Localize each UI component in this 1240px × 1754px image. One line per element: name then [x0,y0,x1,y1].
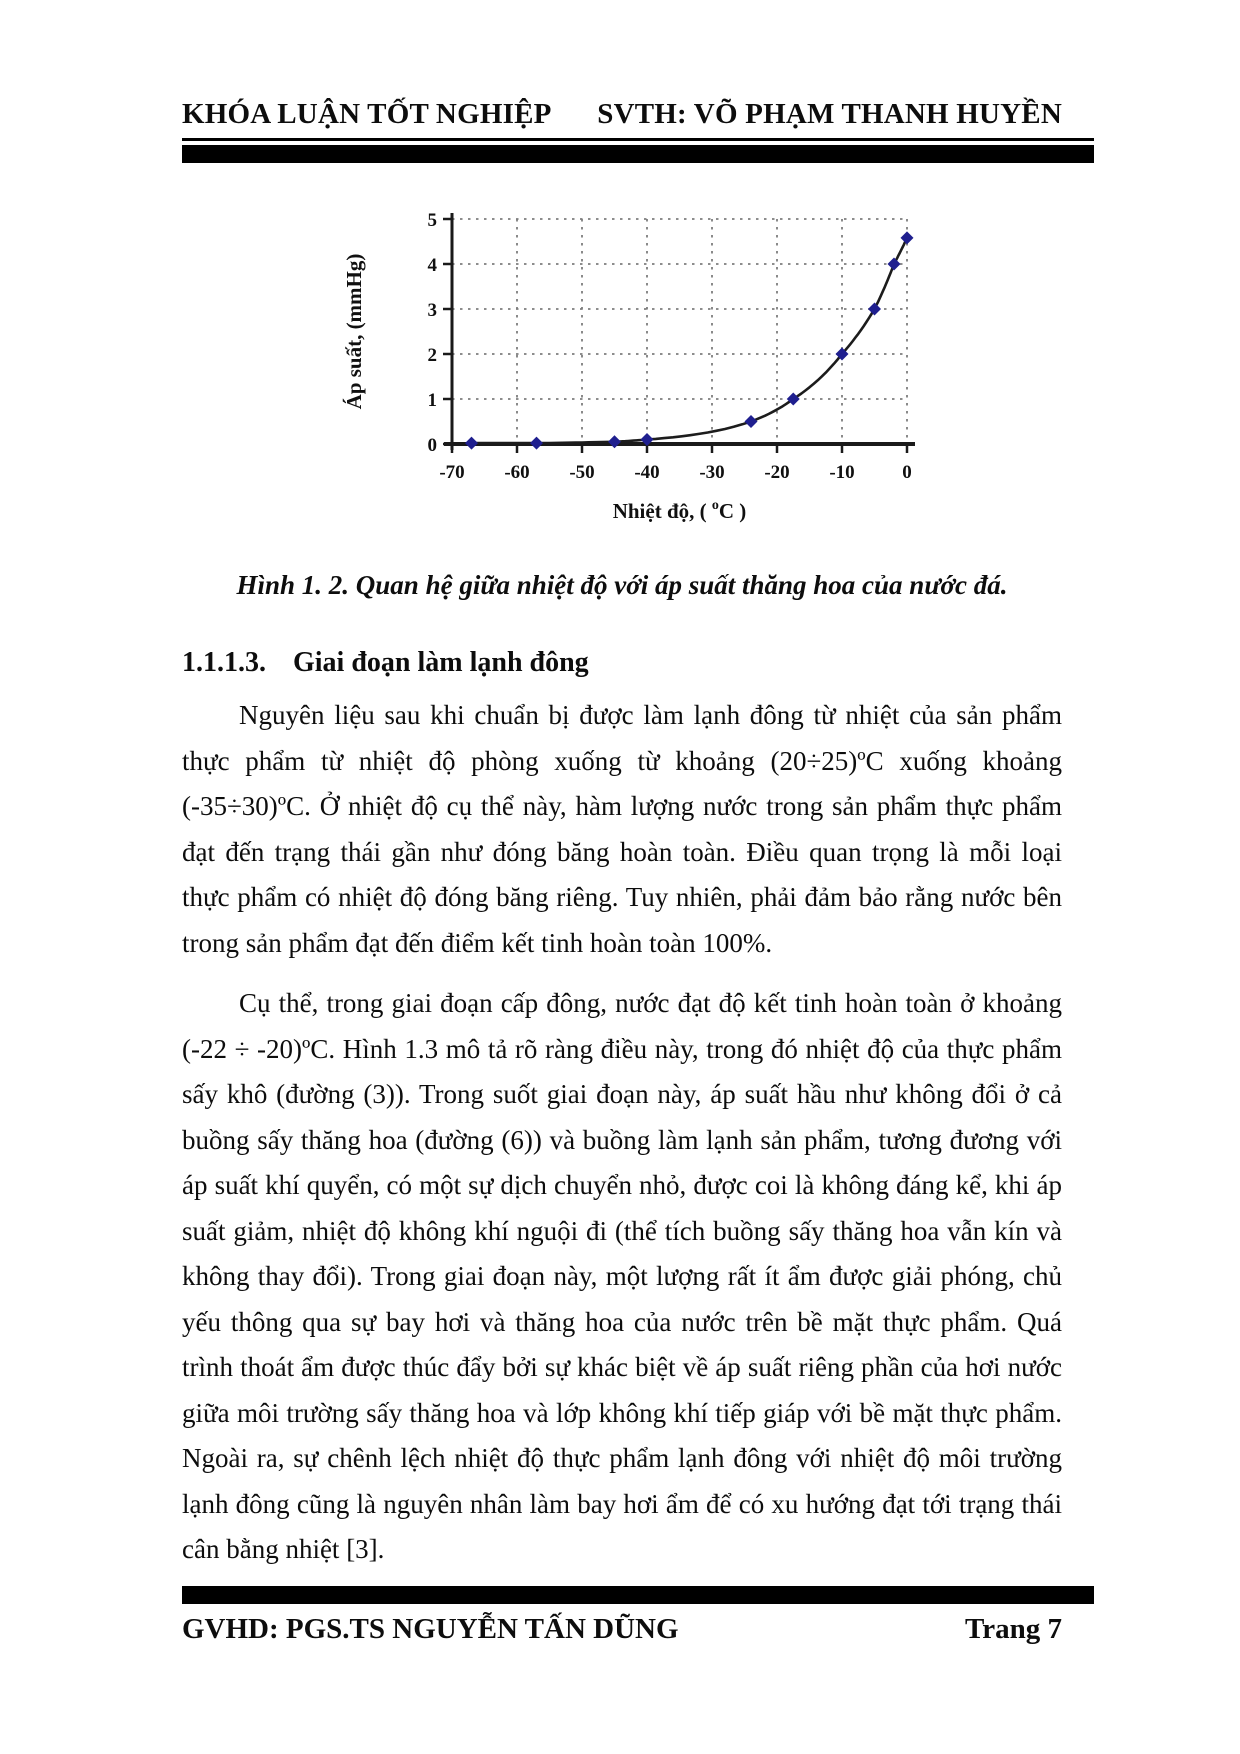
data-point-marker [745,415,758,428]
x-tick-label: -40 [634,462,660,483]
header-rule-thin [182,138,1094,141]
x-tick-label: -10 [829,462,855,483]
page-footer [182,1586,1094,1646]
page-header [182,98,1062,131]
x-tick-label: -30 [699,462,725,483]
data-point-marker [465,437,478,450]
y-axis-label: Áp suất, (mmHg) [342,253,366,410]
paragraph-1: Nguyên liệu sau khi chuẩn bị được làm lạnh đông từ nhiệt của sản phẩm thực phẩm từ nhiệt độ phòng xuống từ khoảng (20÷25)ºC xuống khoảng (-35÷30)ºC. Ở nhiệt độ cụ thể này, hàm lượng nước trong sản phẩm thực phẩm đạt đến trạng thái gần như đóng băng hoàn toàn. Điều quan trọng là mỗi loại thực phẩm có nhiệt độ đóng băng riêng. Tuy nhiên, phải đảm bảo rằng nước bên trong sản phẩm đạt đến điểm kết tinh hoàn toàn 100%. [182,700,1062,958]
x-tick-label: -60 [504,462,530,483]
y-tick-label: 1 [427,390,437,411]
footer-rule-thick [182,1586,1094,1604]
section-title: Giai đoạn làm lạnh đông [293,647,589,678]
x-tick-label: 0 [902,462,912,483]
footer-page-number: Trang 7 [965,1613,1062,1645]
x-tick-label: -50 [569,462,595,483]
y-tick-label: 3 [427,300,437,321]
header-right-author: SVTH: VÕ PHẠM THANH HUYỀN [597,98,1062,130]
data-point-marker [868,303,881,316]
data-point-marker [888,258,901,271]
footer-left-advisor: GVHD: PGS.TS NGUYỄN TẤN DŨNG [182,1613,679,1645]
x-tick-label: -20 [764,462,790,483]
x-axis-label: Nhiệt độ, ( $^o$C ) [612,498,747,523]
header-left-title: KHÓA LUẬN TỐT NGHIỆP [182,98,552,130]
figure-caption: Hình 1. 2. Quan hệ giữa nhiệt độ với áp suất thăng hoa của nước đá. [236,570,1008,600]
y-tick-label: 0 [427,435,437,456]
sublimation-pressure-chart [337,191,937,536]
data-point-marker [530,437,543,450]
y-tick-label: 2 [427,345,437,366]
chart-container [337,191,937,536]
x-tick-label: -70 [439,462,465,483]
figure-1-2 [182,191,1094,601]
section-heading [182,647,1094,679]
paragraph-2: Cụ thể, trong giai đoạn cấp đông, nước đạt độ kết tinh hoàn toàn ở khoảng (-22 ÷ -20)ºC. Hình 1.3 mô tả rõ ràng điều này, trong đó nhiệt độ của thực phẩm sấy khô (đường (3)). Trong suốt giai đoạn này, áp suất hầu như không đổi ở cả buồng sấy thăng hoa (đường (6)) và buồng làm lạnh sản phẩm, tương đương với áp suất khí quyển, có một sự dịch chuyển nhỏ, được coi là không đáng kể, khi áp suất giảm, nhiệt độ không khí nguội đi (thể tích buồng sấy thăng hoa vẫn kín và không thay đổi). Trong giai đoạn này, một lượng rất ít ẩm được giải phóng, chủ yếu thông qua sự bay hơi và thăng hoa của nước trên bề mặt thực phẩm. Quá trình thoát ẩm được thúc đẩy bởi sự khác biệt về áp suất riêng phần của hơi nước giữa môi trường sấy thăng hoa và lớp không khí tiếp giáp với bề mặt thực phẩm. Ngoài ra, sự chênh lệch nhiệt độ thực phẩm lạnh đông với nhiệt độ môi trường lạnh đông cũng là nguyên nhân làm bay hơi ẩm để có xu hướng đạt tới trạng thái cân bằng nhiệt [3]. [182,988,1062,1564]
data-point-marker [901,231,914,244]
y-tick-label: 4 [427,255,437,276]
section-number: 1.1.1.3. [182,647,266,678]
data-point-marker [608,435,621,448]
y-tick-label: 5 [427,210,437,231]
header-rule-thick [182,145,1094,163]
